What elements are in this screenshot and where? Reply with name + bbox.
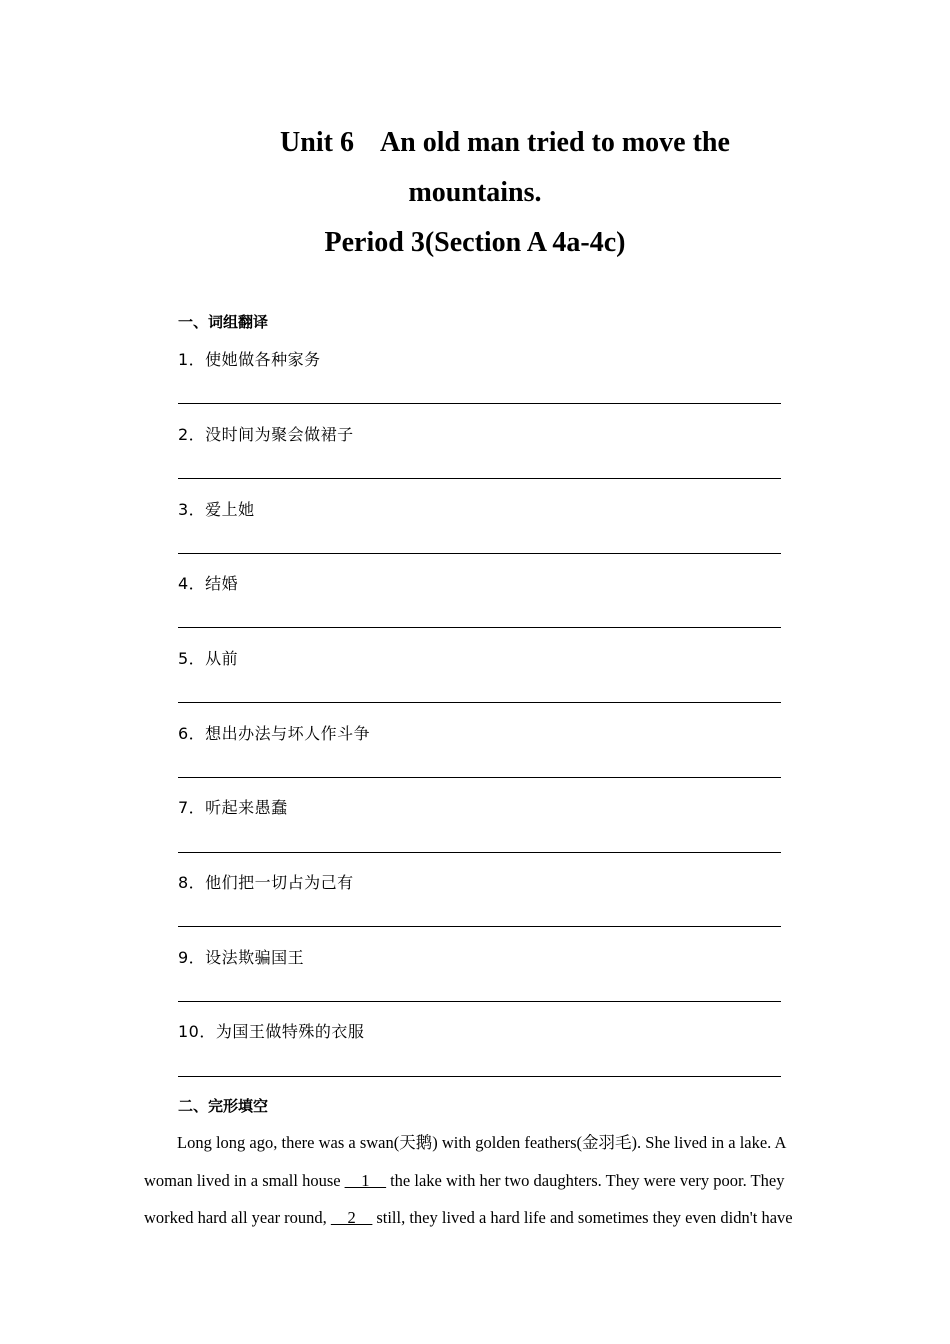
title-block — [0, 118, 950, 268]
phrase-item: 5．从前 — [178, 649, 239, 668]
phrase-item: 3．爱上她 — [178, 500, 255, 519]
answer-line[interactable] — [178, 478, 781, 479]
cloze-passage — [144, 1124, 808, 1237]
answer-line[interactable] — [178, 777, 781, 778]
phrase-item: 2．没时间为聚会做裙子 — [178, 425, 354, 444]
phrase-item: 4．结婚 — [178, 574, 239, 593]
passage-line-2: woman lived in a small house __1__ the lake with her two daughters. They were very poor. They — [144, 1162, 808, 1200]
answer-line[interactable] — [178, 1076, 781, 1077]
period-label: Period 3(Section A 4a-4c) — [324, 227, 626, 258]
phrase-item: 6．想出办法与坏人作斗争 — [178, 724, 371, 743]
answer-line[interactable] — [178, 403, 781, 404]
phrase-item: 10．为国王做特殊的衣服 — [178, 1022, 365, 1041]
phrase-item: 9．设法欺骗国王 — [178, 948, 305, 967]
title-main: An old man tried to move the — [379, 127, 730, 158]
cloze-blank-2[interactable]: __2__ — [330, 1208, 373, 1227]
passage-line-1: Long long ago, there was a swan(天鹅) with golden feathers(金羽毛). She lived in a lake. A — [177, 1133, 787, 1152]
unit-label: Unit 6 — [280, 127, 354, 158]
section-heading-cloze: 二、完形填空 — [178, 1097, 269, 1115]
answer-line[interactable] — [178, 702, 781, 703]
phrase-item: 8．他们把一切占为己有 — [178, 873, 354, 892]
section-heading-translation: 一、词组翻译 — [178, 313, 269, 331]
answer-line[interactable] — [178, 926, 781, 927]
phrase-item: 1．使她做各种家务 — [178, 350, 321, 369]
answer-line[interactable] — [178, 553, 781, 554]
phrase-item: 7．听起来愚蠢 — [178, 798, 288, 817]
passage-line-3: worked hard all year round, __2__ still, they lived a hard life and sometimes they even didn't have — [144, 1199, 808, 1237]
answer-line[interactable] — [178, 1001, 781, 1002]
answer-line[interactable] — [178, 627, 781, 628]
answer-line[interactable] — [178, 852, 781, 853]
cloze-blank-1[interactable]: __1__ — [344, 1170, 386, 1190]
title-line-1 — [0, 118, 950, 168]
title-line-2: mountains. — [408, 177, 542, 208]
